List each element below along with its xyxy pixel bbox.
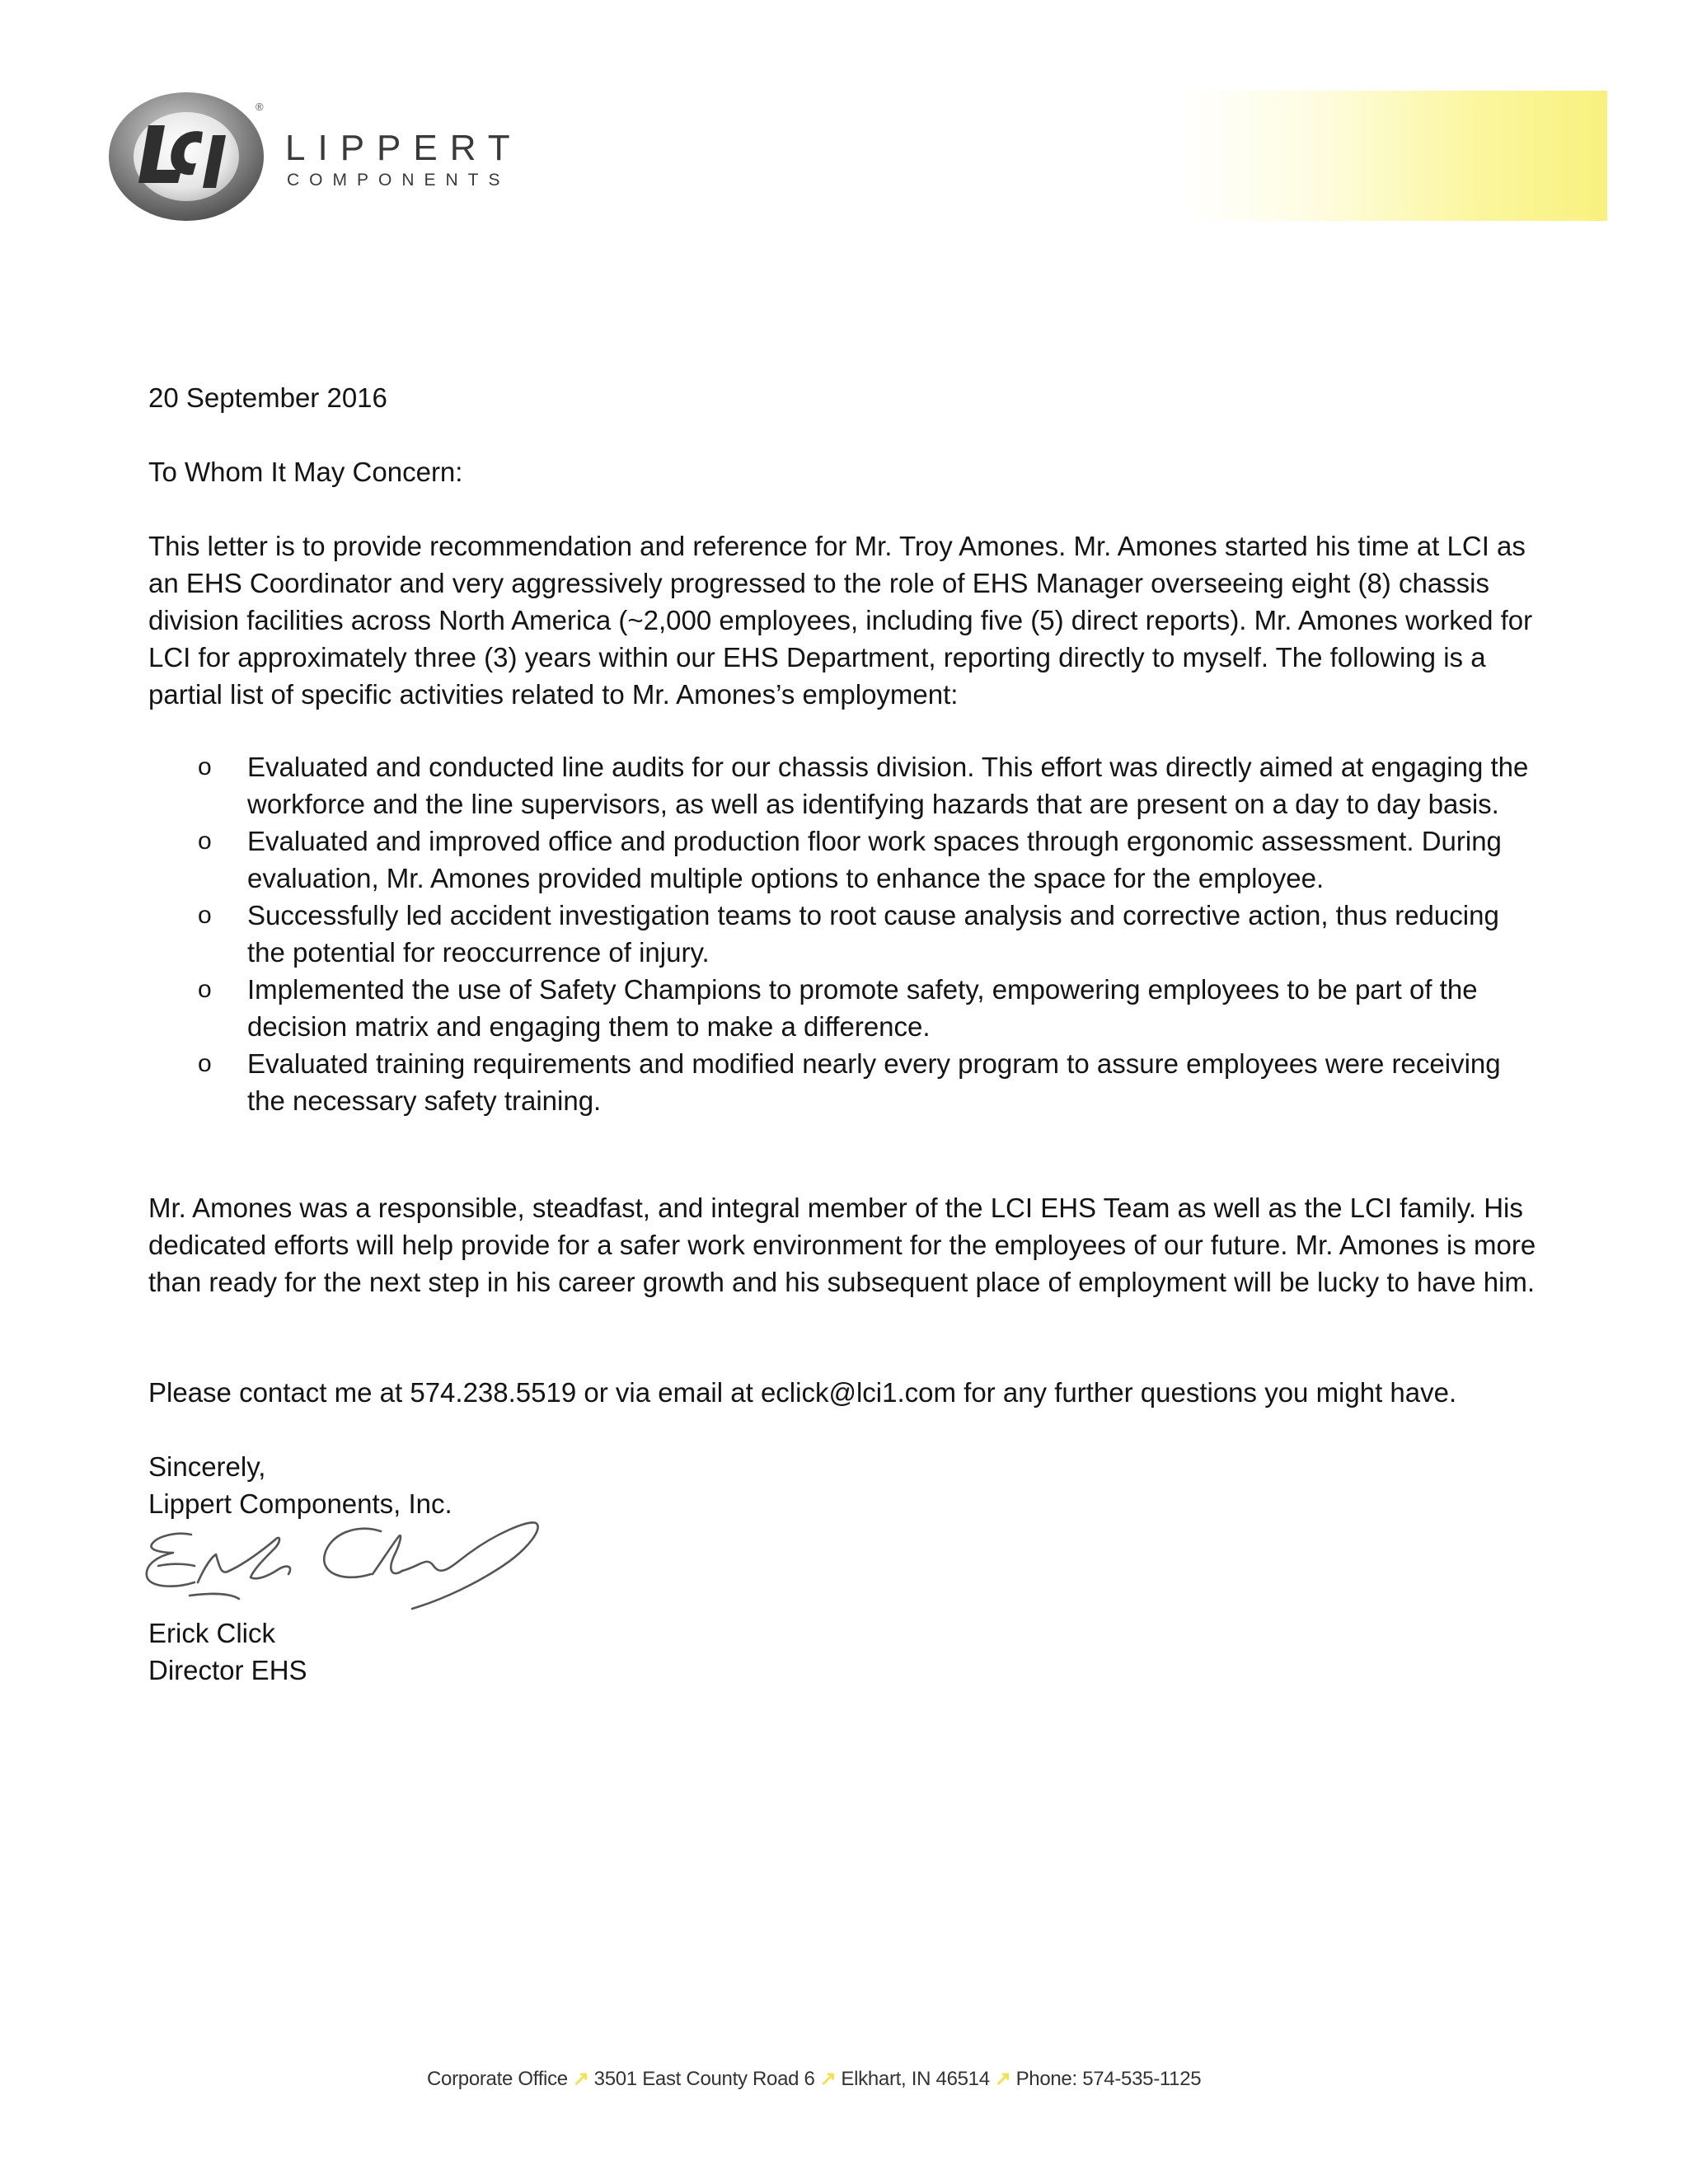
lci-logo-icon: [106, 86, 270, 224]
contact-paragraph: Please contact me at 574.238.5519 or via email at eclick@lci1.com for any further questions you might have.: [148, 1377, 1457, 1408]
salutation: To Whom It May Concern:: [148, 457, 463, 487]
bullet-icon: o: [198, 827, 212, 855]
list-item-text: Evaluated and conducted line audits for our chassis division. This effort was directly aimed at engaging the workforce and the line supervisors, as well as identifying hazards that are present on a day to day basis.: [247, 752, 1529, 819]
signer-title: Director EHS: [148, 1655, 307, 1685]
list-item-text: Evaluated and improved office and production floor work spaces through ergonomic assessment. During evaluation, Mr. Amones provided multiple options to enhance the space for the employee.: [247, 826, 1502, 893]
list-item: [198, 897, 1533, 971]
footer-phone: Phone: 574-535-1125: [1015, 2068, 1202, 2090]
list-item: [198, 748, 1533, 823]
list-item-text: Implemented the use of Safety Champions to promote safety, empowering employees to be part of the decision matrix and engaging them to make a difference.: [247, 974, 1478, 1042]
wordmark-sub: COMPONENTS: [287, 171, 510, 190]
signature-icon: [140, 1516, 585, 1624]
company-name: Lippert Components, Inc.: [148, 1488, 452, 1519]
signer-name: Erick Click: [148, 1618, 275, 1648]
bullet-icon: o: [198, 902, 212, 929]
list-item: [198, 1045, 1533, 1119]
header-yellow-band: [1187, 91, 1607, 221]
closing-paragraph: Mr. Amones was a responsible, steadfast, and integral member of the LCI EHS Team as well as the LCI family. His dedicated efforts will help provide for a safer work environment for the employees of our future. Mr. Amones is more than ready for the next step in his career growth and his subsequent place of employment will be lucky to have him.: [148, 1193, 1536, 1297]
bullet-icon: o: [198, 976, 212, 1003]
footer-city: Elkhart, IN 46514: [841, 2068, 990, 2090]
list-item-text: Successfully led accident investigation teams to root cause analysis and corrective action, thus reducing the potential for reoccurrence of injury.: [247, 900, 1499, 968]
footer-address: [427, 2067, 1334, 2091]
list-item: [198, 823, 1533, 897]
footer-office: Corporate Office: [427, 2068, 568, 2090]
sign-off: Sincerely,: [148, 1451, 266, 1482]
footer-street: 3501 East County Road 6: [593, 2068, 815, 2090]
footer-separator-icon: ↗: [572, 2068, 589, 2090]
activity-list: [198, 748, 1533, 1119]
letter-date: 20 September 2016: [148, 382, 387, 413]
footer-separator-icon: ↗: [819, 2068, 837, 2090]
list-item: [198, 971, 1533, 1045]
bullet-icon: o: [198, 1050, 212, 1077]
wordmark-main: LIPPERT: [285, 128, 523, 168]
company-wordmark: [285, 130, 582, 191]
bullet-icon: o: [198, 753, 212, 780]
footer-separator-icon: ↗: [994, 2068, 1011, 2090]
registered-mark: ®: [256, 101, 264, 113]
intro-paragraph: This letter is to provide recommendation and reference for Mr. Troy Amones. Mr. Amones started his time at LCI as an EHS Coordinator and very aggressively progressed to the role of EHS Manager overseeing eight (8) chassis division facilities across North America (~2,000 employees, including five (5) direct reports). Mr. Amones worked for LCI for approximately three (3) years within our EHS Department, reporting directly to myself. The following is a partial list of specific activities related to Mr. Amones’s employment:: [148, 531, 1533, 710]
list-item-text: Evaluated training requirements and modified nearly every program to assure employees were receiving the necessary safety training.: [247, 1048, 1501, 1116]
